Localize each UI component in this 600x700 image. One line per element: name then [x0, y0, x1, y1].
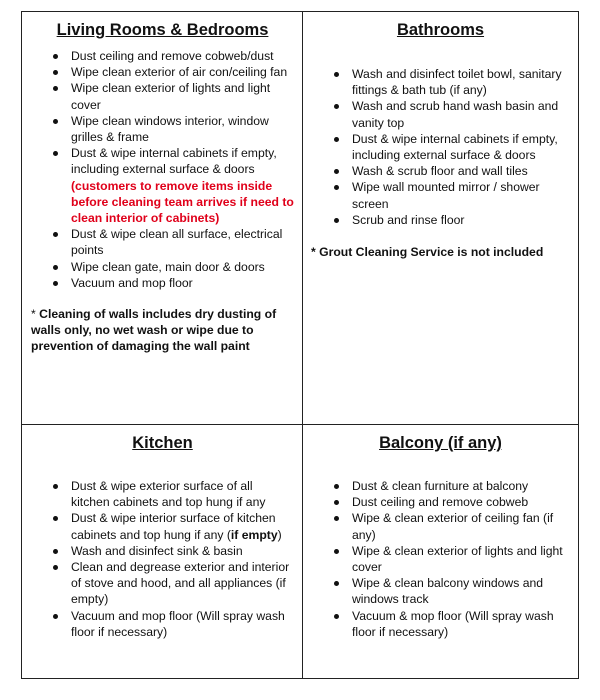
kitchen-section [22, 425, 302, 680]
cleaning-checklist-table [21, 11, 579, 679]
note-asterisk: * [31, 307, 40, 322]
list-item: Wipe clean exterior of lights and light cover [71, 80, 294, 112]
customer-warning: (customers to remove items inside before cleaning team arrives if need to clean interior of cabinets) [71, 178, 294, 226]
list-item: Wipe & clean exterior of ceiling fan (if any) [352, 510, 572, 542]
balcony-section [303, 425, 580, 680]
list-item [71, 145, 294, 226]
list-item: Wipe wall mounted mirror / shower screen [352, 179, 572, 211]
kitchen-title: Kitchen [132, 434, 193, 452]
list-item: Dust & wipe exterior surface of all kitchen cabinets and top hung if any [71, 478, 294, 510]
list-item [71, 510, 294, 542]
bathrooms-list [309, 66, 572, 228]
list-item: Wipe clean windows interior, window grilles & frame [71, 113, 294, 145]
list-item: Wipe clean exterior of air con/ceiling fan [71, 64, 294, 80]
list-item: Wipe & clean exterior of lights and light cover [352, 543, 572, 575]
list-item: Wash and scrub hand wash basin and vanity top [352, 98, 572, 130]
kitchen-list [31, 478, 294, 640]
living-rooms-section [22, 12, 302, 424]
list-item: Vacuum and mop floor (Will spray wash floor if necessary) [71, 608, 294, 640]
wall-cleaning-note [31, 306, 294, 355]
living-rooms-list [31, 48, 294, 291]
note-text: Cleaning of walls includes dry dusting of walls only, no wet wash or wipe due to prevention of damaging the wall paint [31, 307, 277, 354]
bathrooms-title: Bathrooms [396, 21, 485, 39]
list-item: Dust ceiling and remove cobweb/dust [71, 48, 294, 64]
list-item: Clean and degrease exterior and interior of stove and hood, and all appliances (if empty) [71, 559, 294, 608]
list-item: Wash and disinfect toilet bowl, sanitary fittings & bath tub (if any) [352, 66, 572, 98]
balcony-list [309, 478, 572, 640]
list-item: Vacuum & mop floor (Will spray wash floor if necessary) [352, 608, 572, 640]
list-item: Wipe clean gate, main door & doors [71, 259, 294, 275]
list-item: Vacuum and mop floor [71, 275, 294, 291]
closing-paren: ) [277, 527, 282, 542]
list-item: Dust & clean furniture at balcony [352, 478, 572, 494]
list-item: Dust & wipe clean all surface, electrical points [71, 226, 294, 258]
list-item: Wipe & clean balcony windows and windows track [352, 575, 572, 607]
grout-note: * Grout Cleaning Service is not included [311, 245, 544, 260]
list-item: Scrub and rinse floor [352, 212, 572, 228]
if-empty-emphasis: if empty [230, 527, 278, 542]
list-item: Wash & scrub floor and wall tiles [352, 163, 572, 179]
balcony-title: Balcony (if any) [379, 434, 502, 452]
kitchen-interior-text: Dust & wipe interior surface of kitchen cabinets and top hung if any ( [71, 511, 276, 542]
bathrooms-section [303, 12, 580, 424]
cabinet-item-text: Dust & wipe internal cabinets if empty, including external surface & doors [71, 146, 277, 177]
list-item: Dust ceiling and remove cobweb [352, 494, 572, 510]
list-item: Dust & wipe internal cabinets if empty, including external surface & doors [352, 131, 572, 163]
list-item: Wash and disinfect sink & basin [71, 543, 294, 559]
living-rooms-title: Living Rooms & Bedrooms [56, 21, 269, 39]
